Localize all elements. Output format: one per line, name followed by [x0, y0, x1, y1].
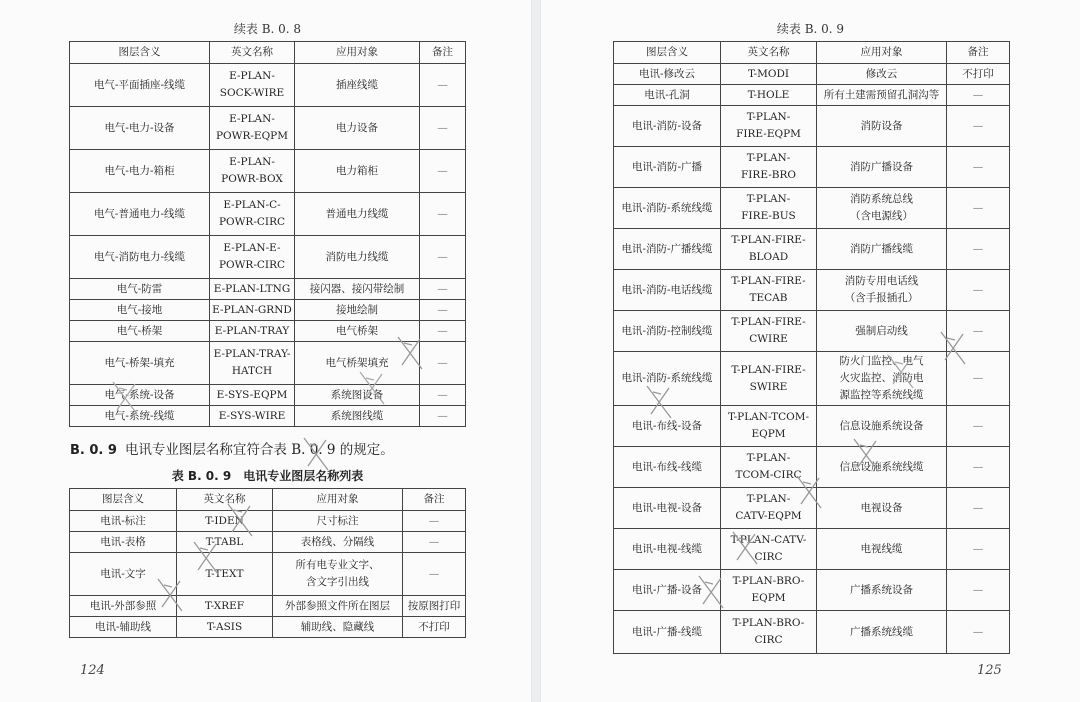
cell-remark: — — [403, 553, 466, 596]
cell-application-object: 广播系统线缆 — [817, 611, 947, 654]
cell-english-name: T-PLAN- FIRE-EQPM — [721, 106, 817, 147]
cell-english-name: E-PLAN-TRAY — [210, 321, 295, 342]
cell-english-name: E-SYS-WIRE — [210, 406, 295, 427]
column-header-layer-meaning: 图层含义 — [70, 489, 177, 511]
cell-remark: — — [947, 447, 1010, 488]
cell-remark: — — [420, 64, 466, 107]
table-row — [70, 532, 466, 553]
cell-english-name: T-PLAN-FIRE- TECAB — [721, 270, 817, 311]
cell-layer-meaning: 电气-平面插座-线缆 — [70, 64, 210, 107]
table-row — [614, 529, 1010, 570]
cell-remark: — — [947, 106, 1010, 147]
table-row — [70, 279, 466, 300]
cell-layer-meaning: 电讯-电视-设备 — [614, 488, 721, 529]
page-number-right: 125 — [977, 663, 1002, 678]
cell-application-object: 电力设备 — [295, 107, 420, 150]
left-page — [0, 0, 531, 702]
table-row — [614, 64, 1010, 85]
clause-text: 电讯专业图层名称宜符合表 B. 0. 9 的规定。 — [124, 442, 394, 458]
cell-application-object: 电视设备 — [817, 488, 947, 529]
column-header-application-object: 应用对象 — [817, 42, 947, 64]
page-number-left: 124 — [80, 663, 105, 678]
cell-english-name: T-PLAN-FIRE- CWIRE — [721, 311, 817, 352]
cell-remark: — — [947, 85, 1010, 106]
table-row — [614, 106, 1010, 147]
cell-remark: — — [947, 311, 1010, 352]
table-b08-continued — [69, 41, 466, 427]
cell-application-object: 信息设施系统线缆 — [817, 447, 947, 488]
cell-english-name: E-PLAN-LTNG — [210, 279, 295, 300]
cell-english-name: E-SYS-EQPM — [210, 385, 295, 406]
cell-remark: — — [420, 300, 466, 321]
table-row — [614, 229, 1010, 270]
table-row — [614, 447, 1010, 488]
cell-application-object: 插座线缆 — [295, 64, 420, 107]
cell-layer-meaning: 电气-电力-设备 — [70, 107, 210, 150]
table-row — [70, 321, 466, 342]
cell-english-name: T-TEXT — [177, 553, 273, 596]
table-row — [70, 300, 466, 321]
cell-application-object: 消防广播设备 — [817, 147, 947, 188]
clause-number: B. 0. 9 — [70, 443, 117, 458]
column-header-remark: 备注 — [420, 42, 466, 64]
cell-application-object: 电力箱柜 — [295, 150, 420, 193]
cell-layer-meaning: 电讯-消防-系统线缆 — [614, 352, 721, 406]
cell-layer-meaning: 电讯-修改云 — [614, 64, 721, 85]
cell-english-name: E-PLAN-C- POWR-CIRC — [210, 193, 295, 236]
cell-remark: — — [947, 352, 1010, 406]
table-row — [614, 406, 1010, 447]
cell-english-name: T-PLAN-TCOM- EQPM — [721, 406, 817, 447]
cell-application-object: 普通电力线缆 — [295, 193, 420, 236]
table-row — [70, 236, 466, 279]
cell-layer-meaning: 电讯-标注 — [70, 511, 177, 532]
cell-english-name: T-PLAN-BRO- CIRC — [721, 611, 817, 654]
cell-layer-meaning: 电讯-消防-广播线缆 — [614, 229, 721, 270]
cell-application-object: 修改云 — [817, 64, 947, 85]
cell-english-name: T-ASIS — [177, 617, 273, 638]
cell-remark: — — [420, 193, 466, 236]
cell-remark: — — [420, 342, 466, 385]
cell-layer-meaning: 电讯-广播-设备 — [614, 570, 721, 611]
cell-application-object: 广播系统设备 — [817, 570, 947, 611]
left-table-caption: 续表 B. 0. 8 — [233, 22, 302, 36]
cell-layer-meaning: 电讯-消防-电话线缆 — [614, 270, 721, 311]
cell-layer-meaning: 电讯-辅助线 — [70, 617, 177, 638]
table-row — [70, 107, 466, 150]
cell-layer-meaning: 电讯-消防-广播 — [614, 147, 721, 188]
cell-layer-meaning: 电气-接地 — [70, 300, 210, 321]
cell-layer-meaning: 电气-防雷 — [70, 279, 210, 300]
cell-application-object: 电气桥架 — [295, 321, 420, 342]
table-row — [614, 570, 1010, 611]
cell-english-name: T-PLAN-CATV- CIRC — [721, 529, 817, 570]
cell-application-object: 消防系统总线 （含电源线） — [817, 188, 947, 229]
cell-application-object: 辅助线、隐藏线 — [273, 617, 403, 638]
cell-remark: — — [947, 611, 1010, 654]
cell-remark: — — [947, 406, 1010, 447]
cell-remark: — — [947, 229, 1010, 270]
cell-english-name: T-PLAN- FIRE-BRO — [721, 147, 817, 188]
cell-remark: — — [947, 188, 1010, 229]
cell-english-name: T-HOLE — [721, 85, 817, 106]
column-header-application-object: 应用对象 — [295, 42, 420, 64]
table-row — [614, 188, 1010, 229]
table-b09-title: 表 B. 0. 9 电讯专业图层名称列表 — [171, 469, 364, 483]
cell-english-name: T-PLAN- TCOM-CIRC — [721, 447, 817, 488]
column-header-remark: 备注 — [403, 489, 466, 511]
cell-remark: — — [420, 406, 466, 427]
cell-application-object: 电视线缆 — [817, 529, 947, 570]
cell-layer-meaning: 电讯-表格 — [70, 532, 177, 553]
cell-remark: — — [947, 570, 1010, 611]
cell-remark: 按原图打印 — [403, 596, 466, 617]
cell-layer-meaning: 电讯-外部参照 — [70, 596, 177, 617]
cell-layer-meaning: 电讯-布线-线缆 — [614, 447, 721, 488]
cell-layer-meaning: 电讯-消防-控制线缆 — [614, 311, 721, 352]
cell-layer-meaning: 电气-普通电力-线缆 — [70, 193, 210, 236]
cell-remark: — — [420, 321, 466, 342]
column-header-application-object: 应用对象 — [273, 489, 403, 511]
cell-layer-meaning: 电讯-广播-线缆 — [614, 611, 721, 654]
cell-english-name: T-PLAN- CATV-EQPM — [721, 488, 817, 529]
cell-layer-meaning: 电气-系统-设备 — [70, 385, 210, 406]
column-header-layer-meaning: 图层含义 — [614, 42, 721, 64]
cell-application-object: 所有土建需预留孔洞沟等 — [817, 85, 947, 106]
cell-layer-meaning: 电气-系统-线缆 — [70, 406, 210, 427]
cell-application-object: 表格线、分隔线 — [273, 532, 403, 553]
cell-application-object: 接地绘制 — [295, 300, 420, 321]
cell-remark: — — [420, 107, 466, 150]
table-row — [614, 352, 1010, 406]
cell-remark: — — [947, 270, 1010, 311]
cell-layer-meaning: 电气-桥架 — [70, 321, 210, 342]
cell-application-object: 防火门监控、电气 火灾监控、消防电 源监控等系统线缆 — [817, 352, 947, 406]
cell-remark: — — [947, 488, 1010, 529]
table-row — [70, 596, 466, 617]
cell-remark: — — [403, 511, 466, 532]
cell-english-name: E-PLAN- POWR-BOX — [210, 150, 295, 193]
cell-application-object: 消防专用电话线 （含手报插孔） — [817, 270, 947, 311]
cell-remark: — — [403, 532, 466, 553]
table-b09-continued — [613, 41, 1010, 654]
cell-application-object: 系统图设备 — [295, 385, 420, 406]
cell-layer-meaning: 电气-桥架-填充 — [70, 342, 210, 385]
cell-remark: — — [420, 236, 466, 279]
cell-application-object: 强制启动线 — [817, 311, 947, 352]
clause-b09 — [70, 438, 394, 458]
cell-remark: 不打印 — [947, 64, 1010, 85]
cell-layer-meaning: 电气-消防电力-线缆 — [70, 236, 210, 279]
cell-application-object: 外部参照文件所在图层 — [273, 596, 403, 617]
cell-remark: — — [947, 147, 1010, 188]
cell-english-name: T-PLAN- FIRE-BUS — [721, 188, 817, 229]
table-row — [70, 406, 466, 427]
right-table-caption: 续表 B. 0. 9 — [776, 22, 845, 36]
cell-remark: — — [420, 385, 466, 406]
cell-application-object: 电气桥架填充 — [295, 342, 420, 385]
column-header-layer-meaning: 图层含义 — [70, 42, 210, 64]
table-row — [70, 617, 466, 638]
cell-layer-meaning: 电气-电力-箱柜 — [70, 150, 210, 193]
cell-layer-meaning: 电讯-消防-系统线缆 — [614, 188, 721, 229]
cell-english-name: T-TABL — [177, 532, 273, 553]
cell-application-object: 尺寸标注 — [273, 511, 403, 532]
cell-english-name: E-PLAN- POWR-EQPM — [210, 107, 295, 150]
cell-layer-meaning: 电讯-消防-设备 — [614, 106, 721, 147]
cell-layer-meaning: 电讯-布线-设备 — [614, 406, 721, 447]
cell-application-object: 消防电力线缆 — [295, 236, 420, 279]
cell-english-name: T-XREF — [177, 596, 273, 617]
cell-layer-meaning: 电讯-孔洞 — [614, 85, 721, 106]
column-header-remark: 备注 — [947, 42, 1010, 64]
table-row — [70, 150, 466, 193]
cell-application-object: 接闪器、接闪带绘制 — [295, 279, 420, 300]
cell-remark: 不打印 — [403, 617, 466, 638]
column-header-english-name: 英文名称 — [210, 42, 295, 64]
cell-english-name: E-PLAN-E- POWR-CIRC — [210, 236, 295, 279]
table-row — [70, 64, 466, 107]
cell-english-name: E-PLAN- SOCK-WIRE — [210, 64, 295, 107]
cell-layer-meaning: 电讯-电视-线缆 — [614, 529, 721, 570]
table-row — [614, 488, 1010, 529]
column-header-english-name: 英文名称 — [721, 42, 817, 64]
cell-layer-meaning: 电讯-文字 — [70, 553, 177, 596]
cell-english-name: E-PLAN-GRND — [210, 300, 295, 321]
cell-remark: — — [420, 150, 466, 193]
cell-remark: — — [947, 529, 1010, 570]
table-row — [614, 270, 1010, 311]
table-row — [614, 147, 1010, 188]
cell-application-object: 信息设施系统设备 — [817, 406, 947, 447]
table-row — [70, 342, 466, 385]
cell-remark: — — [420, 279, 466, 300]
table-row — [614, 85, 1010, 106]
cell-application-object: 所有电专业文字、 含文字引出线 — [273, 553, 403, 596]
table-row — [614, 311, 1010, 352]
table-row — [70, 511, 466, 532]
cell-english-name: T-PLAN-FIRE- SWIRE — [721, 352, 817, 406]
table-row — [70, 385, 466, 406]
cell-english-name: T-MODI — [721, 64, 817, 85]
cell-english-name: T-IDEN — [177, 511, 273, 532]
cell-application-object: 消防广播线缆 — [817, 229, 947, 270]
right-page — [541, 0, 1080, 702]
cell-application-object: 消防设备 — [817, 106, 947, 147]
cell-english-name: E-PLAN-TRAY- HATCH — [210, 342, 295, 385]
table-row — [614, 611, 1010, 654]
table-b09 — [69, 488, 466, 638]
table-row — [70, 193, 466, 236]
table-row — [70, 553, 466, 596]
cell-application-object: 系统图线缆 — [295, 406, 420, 427]
cell-english-name: T-PLAN-BRO- EQPM — [721, 570, 817, 611]
column-header-english-name: 英文名称 — [177, 489, 273, 511]
cell-english-name: T-PLAN-FIRE- BLOAD — [721, 229, 817, 270]
